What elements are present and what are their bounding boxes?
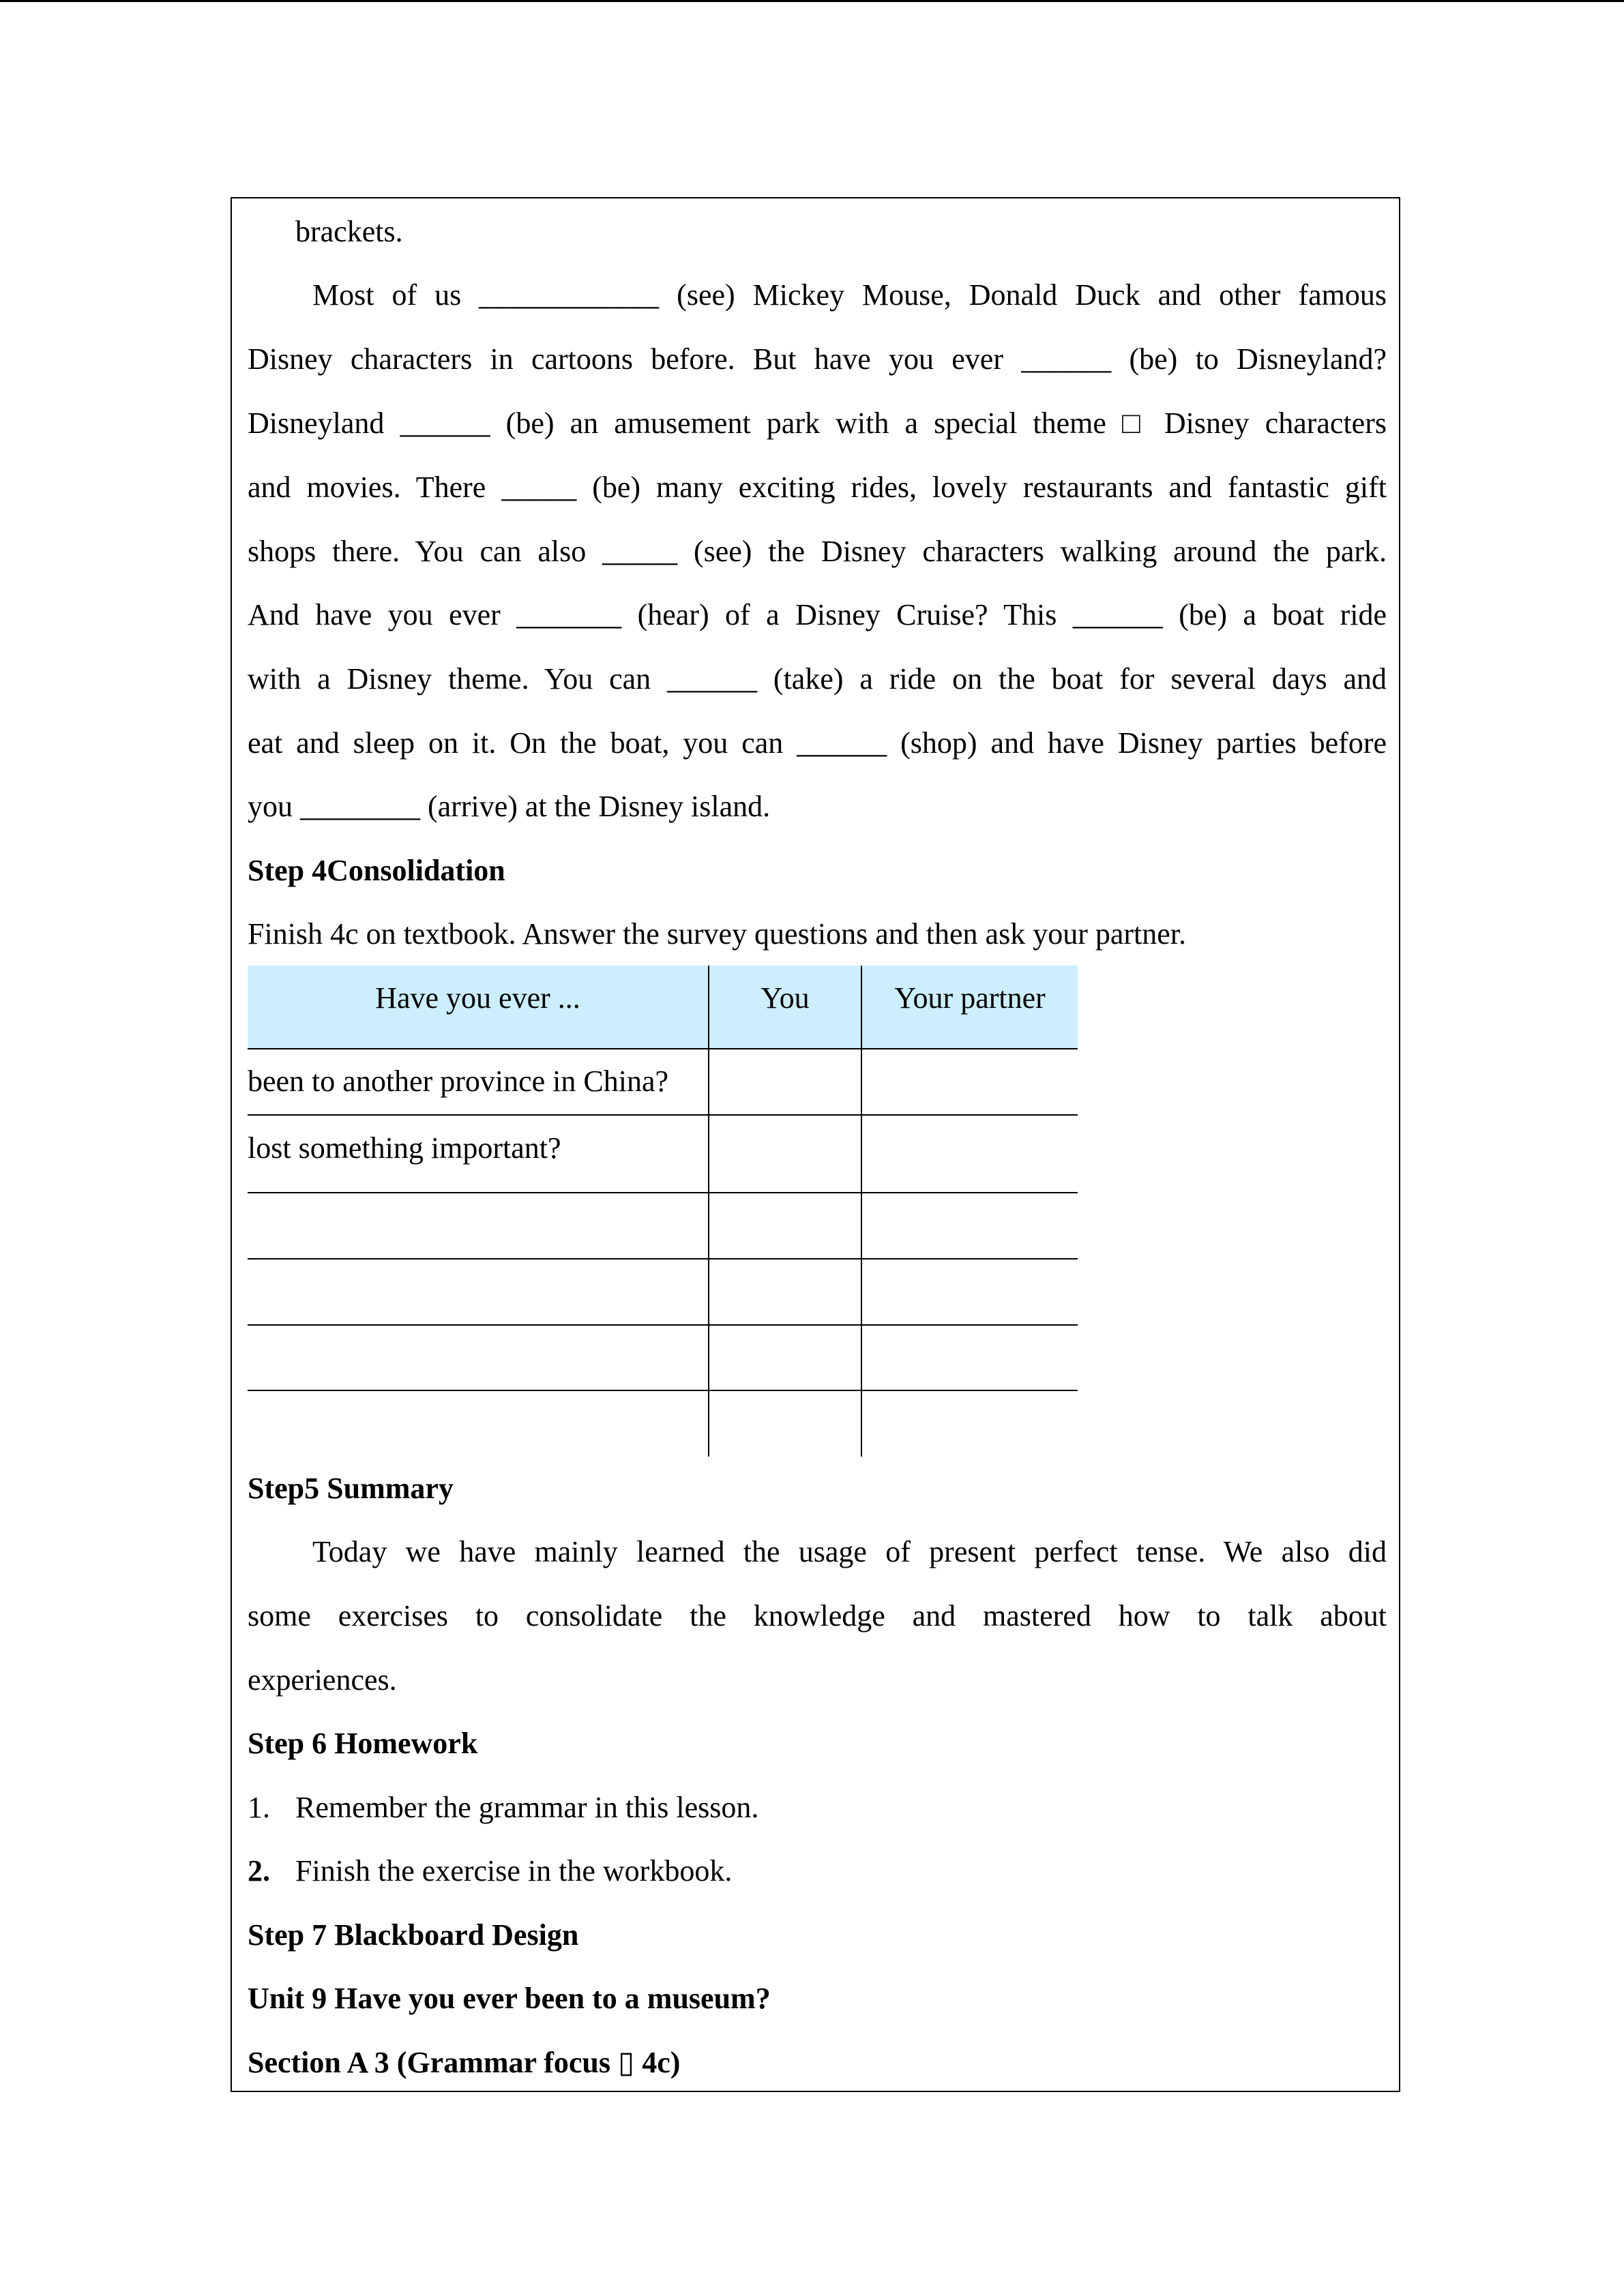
header-you: You <box>761 981 810 1015</box>
homework-item: Remember the grammar in this lesson. <box>295 1791 759 1824</box>
step4-heading: Step 4Consolidation <box>248 854 505 887</box>
page-top-rule <box>0 0 1624 2</box>
summary-line-1: Today we have mainly learned the usage of present perfect tense. We also did <box>312 1535 1387 1568</box>
step7-heading: Step 7 Blackboard Design <box>248 1918 579 1952</box>
list-number: 1. <box>248 1791 270 1824</box>
exercise-line-1: brackets. <box>295 215 403 248</box>
summary-line-3: experiences. <box>248 1663 397 1697</box>
exercise-line-10: you ________ (arrive) at the Disney island. <box>248 790 771 823</box>
exercise-line-6: shops there. You can also _____ (see) the Disney characters walking around the park. <box>248 535 1387 568</box>
table-row-question: lost something important? <box>248 1131 561 1165</box>
row-divider <box>248 1324 1078 1326</box>
table-row-question: been to another province in China? <box>248 1064 669 1098</box>
exercise-line-2: Most of us ____________ (see) Mickey Mouse, Donald Duck and other famous <box>312 278 1387 312</box>
step4-instruction: Finish 4c on textbook. Answer the survey questions and then ask your partner. <box>248 917 1187 951</box>
exercise-line-9: eat and sleep on it. On the boat, you can ______ (shop) and have Disney parties before <box>248 726 1387 760</box>
blackboard-section-title: Section A 3 (Grammar focus ▯ 4c) <box>248 2046 681 2079</box>
row-divider <box>248 1390 1078 1391</box>
survey-table <box>248 966 1078 1457</box>
lesson-content-frame <box>231 197 1400 2092</box>
row-divider <box>248 1114 1078 1116</box>
row-divider <box>248 1048 1078 1049</box>
row-divider <box>248 1192 1078 1193</box>
homework-item: Finish the exercise in the workbook. <box>295 1854 733 1888</box>
step6-heading: Step 6 Homework <box>248 1727 478 1760</box>
header-have-you-ever: Have you ever ... <box>375 981 580 1015</box>
summary-line-2: some exercises to consolidate the knowledge and mastered how to talk about <box>248 1599 1387 1632</box>
exercise-line-5: and movies. There _____ (be) many exciting rides, lovely restaurants and fantastic gift <box>248 471 1387 504</box>
column-divider <box>861 966 862 1457</box>
column-divider <box>708 966 709 1457</box>
exercise-line-8: with a Disney theme. You can ______ (take) a ride on the boat for several days and <box>248 662 1387 696</box>
exercise-line-4: Disneyland ______ (be) an amusement park with a special theme □ Disney characters <box>248 406 1387 440</box>
header-your-partner: Your partner <box>894 981 1046 1015</box>
exercise-line-3: Disney characters in cartoons before. But have you ever ______ (be) to Disneyland? <box>248 342 1387 376</box>
exercise-line-7: And have you ever _______ (hear) of a Disney Cruise? This ______ (be) a boat ride <box>248 598 1387 631</box>
step5-heading: Step5 Summary <box>248 1472 454 1505</box>
row-divider <box>248 1258 1078 1259</box>
blackboard-unit-title: Unit 9 Have you ever been to a museum? <box>248 1982 771 2015</box>
list-number: 2. <box>248 1854 270 1888</box>
